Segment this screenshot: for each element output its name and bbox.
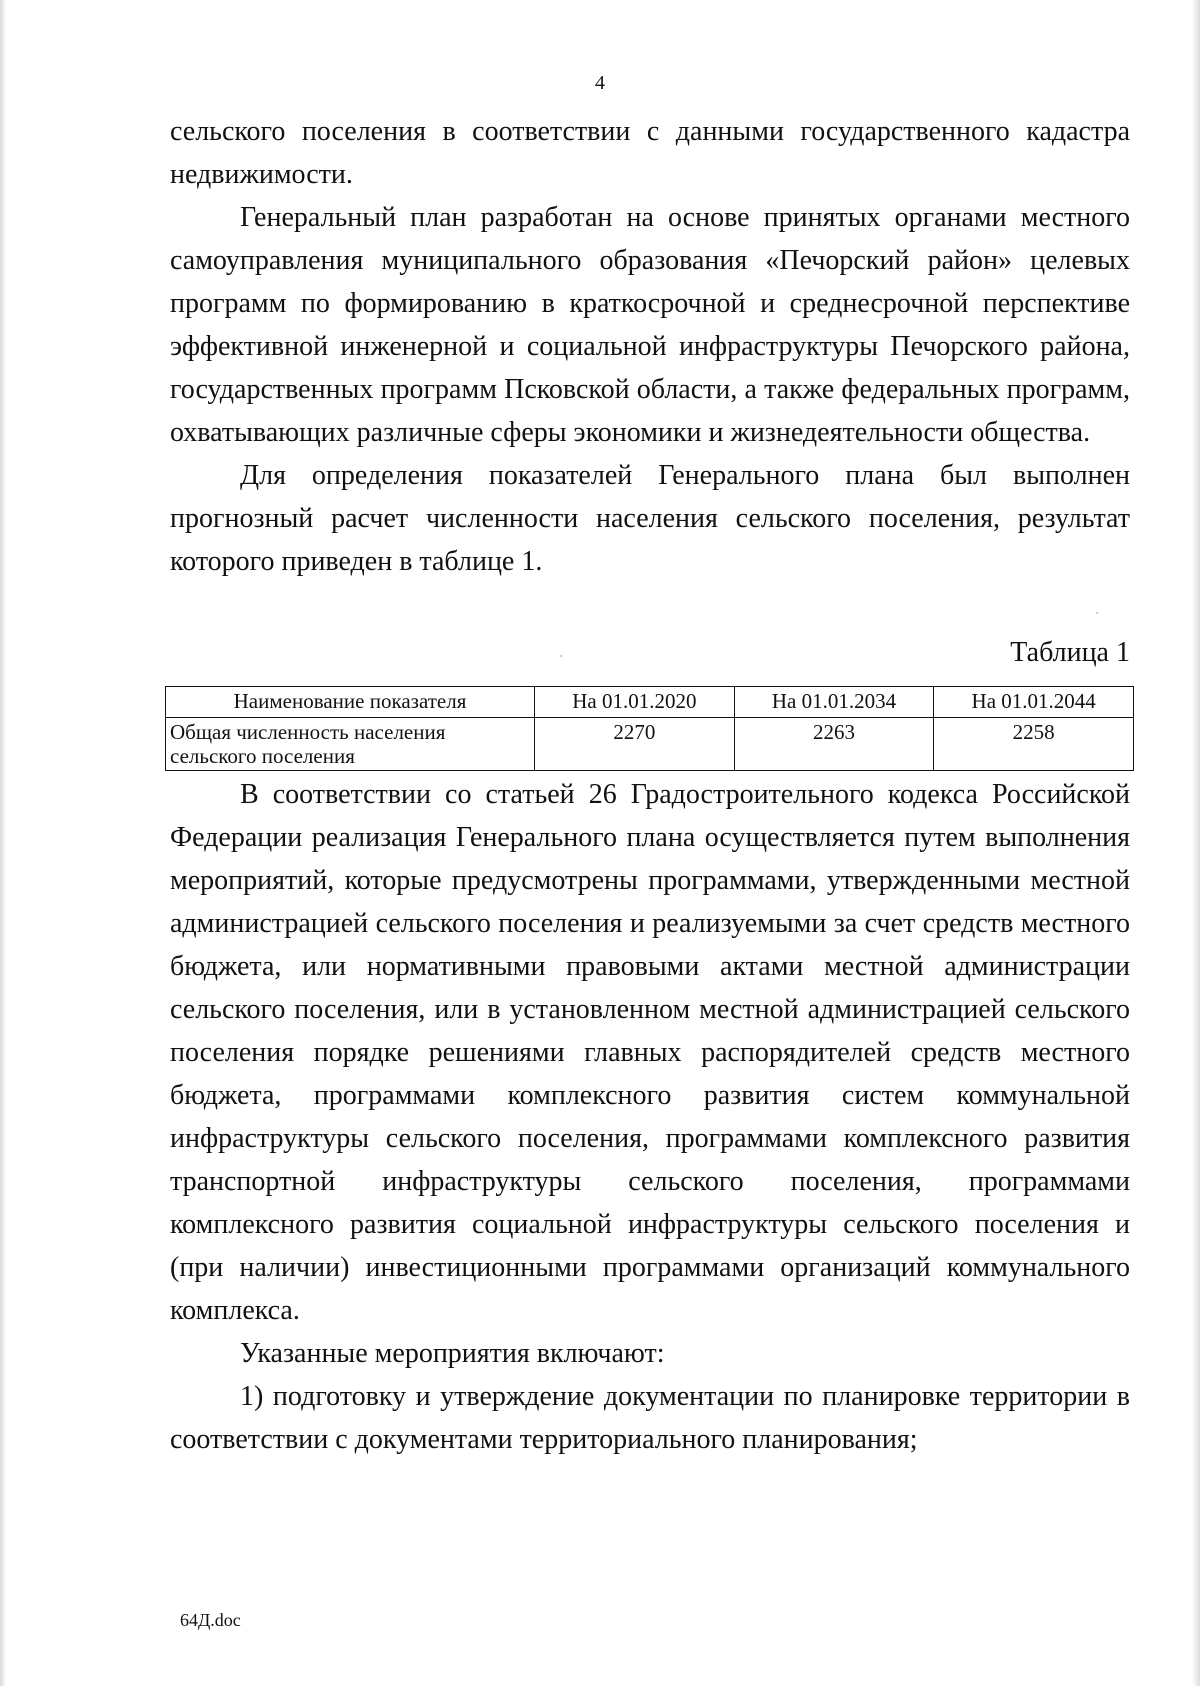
paragraph-measures-intro: Указанные мероприятия включают: (240, 1338, 665, 1369)
table-header-cell: Наименование показателя (166, 687, 535, 718)
table-header-cell: На 01.01.2044 (934, 687, 1134, 718)
table-cell-indicator-name: Общая численность населения сельского поселения (166, 718, 535, 771)
table-header-row (166, 687, 1134, 718)
scan-edge-right (1192, 0, 1200, 1686)
text-block-bottom (170, 773, 1130, 1461)
table-header-cell: На 01.01.2020 (535, 687, 735, 718)
paragraph-population-forecast: Для определения показателей Генерального плана был выполнен прогнозный расчет численности населения сельского поселения, результат которого приведен в таблице 1. (170, 460, 1130, 577)
table-cell-value: 2258 (934, 718, 1134, 771)
paragraph-article-26: В соответствии со статьей 26 Градостроительного кодекса Российской Федерации реализация Генерального плана осуществляется путем выполнения мероприятий, которые предусмотрены программами, утвержденными местной администрацией сельского поселения и реализуемыми за счет средств местного бюджета, или нормативными правовыми актами местной администрации сельского поселения, или в установленном местной администрацией сельского поселения порядке решениями главных распорядителей средств местного бюджета, программами комплексного развития систем коммунальной инфраструктуры сельского поселения, программами комплексного развития транспортной инфраструктуры сельского поселения, программами комплексного развития социальной инфраструктуры сельского поселения и (при наличии) инвестиционными программами организаций коммунального комплекса. (170, 779, 1130, 1326)
population-table (165, 686, 1134, 771)
footer-filename: 64Д.doc (180, 1610, 241, 1630)
table-cell-value: 2263 (734, 718, 934, 771)
scan-speck (560, 655, 562, 657)
paragraph-continuation: сельского поселения в соответствии с данными государственного кадастра недвижимости. (170, 116, 1130, 190)
table-caption: Таблица 1 (1010, 637, 1130, 668)
scan-edge-left (0, 0, 6, 1686)
table-cell-value: 2270 (535, 718, 735, 771)
table-row (166, 718, 1134, 771)
page-number: 4 (595, 72, 605, 94)
table-header-cell: На 01.01.2034 (734, 687, 934, 718)
text-block-top (170, 110, 1130, 583)
scan-speck (1096, 612, 1098, 614)
paragraph-measure-1: 1) подготовку и утверждение документации по планировке территории в соответствии с документами территориального планирования; (170, 1381, 1130, 1455)
paragraph-general-plan-basis: Генеральный план разработан на основе принятых органами местного самоуправления муниципального образования «Печорский район» целевых программ по формированию в краткосрочной и среднесрочной перспективе эффективной инженерной и социальной инфраструктуры Печорского района, государственных программ Псковской области, а также федеральных программ, охватывающих различные сферы экономики и жизнедеятельности общества. (170, 202, 1130, 448)
